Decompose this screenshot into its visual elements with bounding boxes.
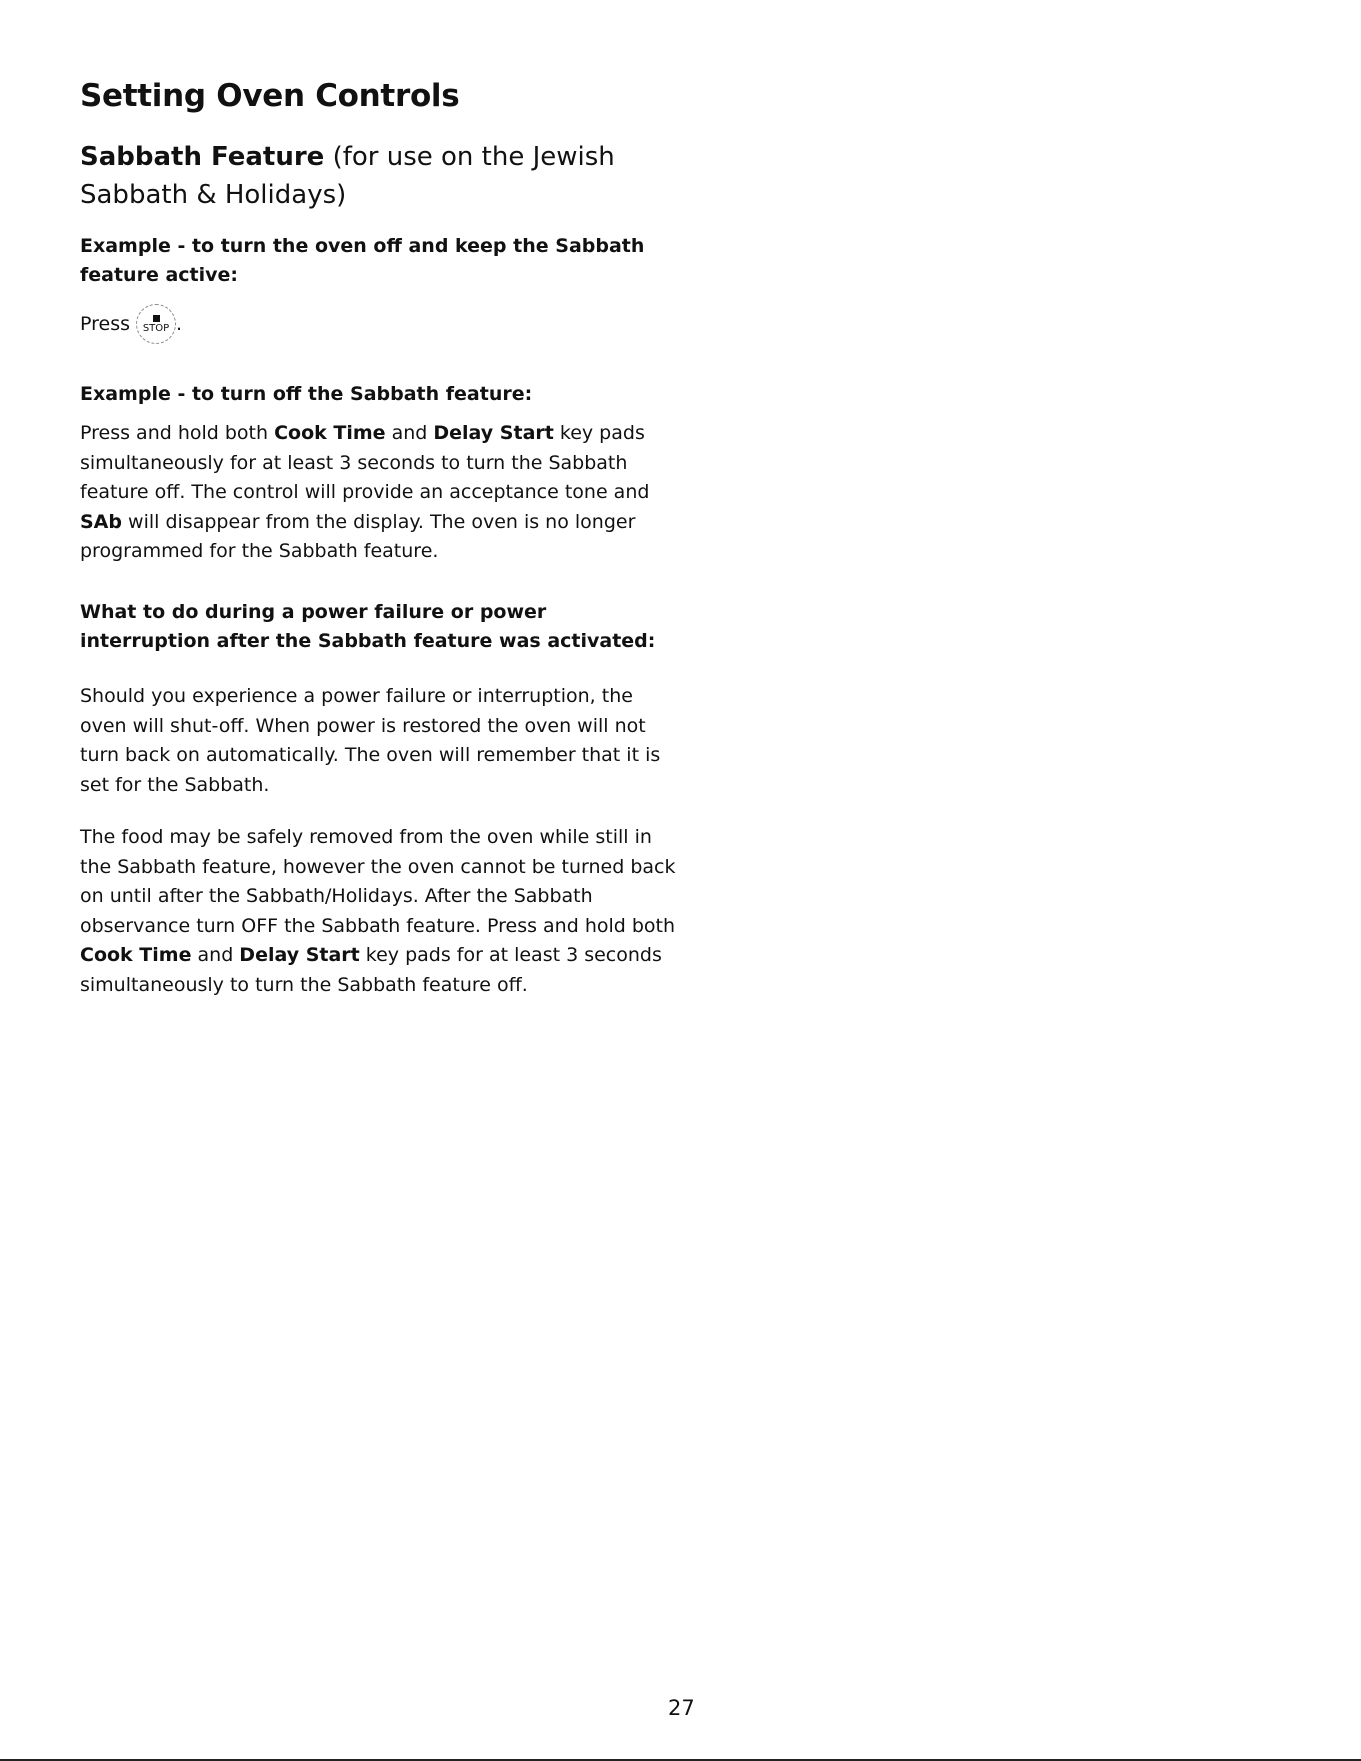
- page-number: 27: [668, 1696, 695, 1720]
- page-title: Setting Oven Controls: [80, 78, 460, 114]
- delay-start-key-name: Delay Start: [433, 422, 554, 444]
- press-stop-instruction: [80, 304, 182, 344]
- section-title-bold: Sabbath Feature: [80, 142, 325, 172]
- text-segment: and: [385, 422, 434, 444]
- section-title: [80, 138, 640, 214]
- delay-start-key-name: Delay Start: [239, 944, 360, 966]
- press-label: Press: [80, 313, 131, 335]
- text-segment: will disappear from the display. The oven is no longer programmed for the Sabbath feature.: [80, 510, 636, 562]
- stop-key-label: STOP: [142, 322, 170, 334]
- text-segment: and: [191, 944, 240, 966]
- sab-display-code: SAb: [80, 510, 122, 533]
- cook-time-key-name: Cook Time: [274, 422, 386, 444]
- turn-off-instructions: [80, 419, 680, 567]
- section-title-rest: (for use on the Jewish Sabbath & Holidays): [80, 142, 615, 210]
- food-removal-paragraph: [80, 823, 680, 1000]
- stop-key-icon: [136, 304, 176, 344]
- example-off-keep-active-heading: Example - to turn the oven off and keep the Sabbath feature active:: [80, 235, 645, 286]
- text-segment: key pads simultaneously for at least 3 seconds to turn the Sabbath feature off. The control will provide an acceptance tone and: [80, 422, 650, 503]
- text-segment: key pads for at least 3 seconds simultaneously to turn the Sabbath feature off.: [80, 944, 662, 996]
- stop-square-icon: [153, 315, 160, 322]
- text-segment: Press and hold both: [80, 422, 275, 444]
- cook-time-key-name: Cook Time: [80, 944, 192, 966]
- power-failure-heading: What to do during a power failure or power interruption after the Sabbath feature was activated:: [80, 601, 656, 652]
- press-period: .: [176, 313, 183, 335]
- example-turn-off-heading: Example - to turn off the Sabbath feature:: [80, 383, 533, 405]
- text-segment: The food may be safely removed from the oven while still in the Sabbath feature, however the oven cannot be turned back on until after the Sabbath/Holidays. After the Sabbath observance turn OFF the Sabbath feature. Press and hold both: [80, 826, 676, 937]
- power-failure-paragraph: Should you experience a power failure or interruption, the oven will shut-off. When power is restored the oven will not turn back on automatically. The oven will remember that it is set for the Sabbath.: [80, 685, 661, 796]
